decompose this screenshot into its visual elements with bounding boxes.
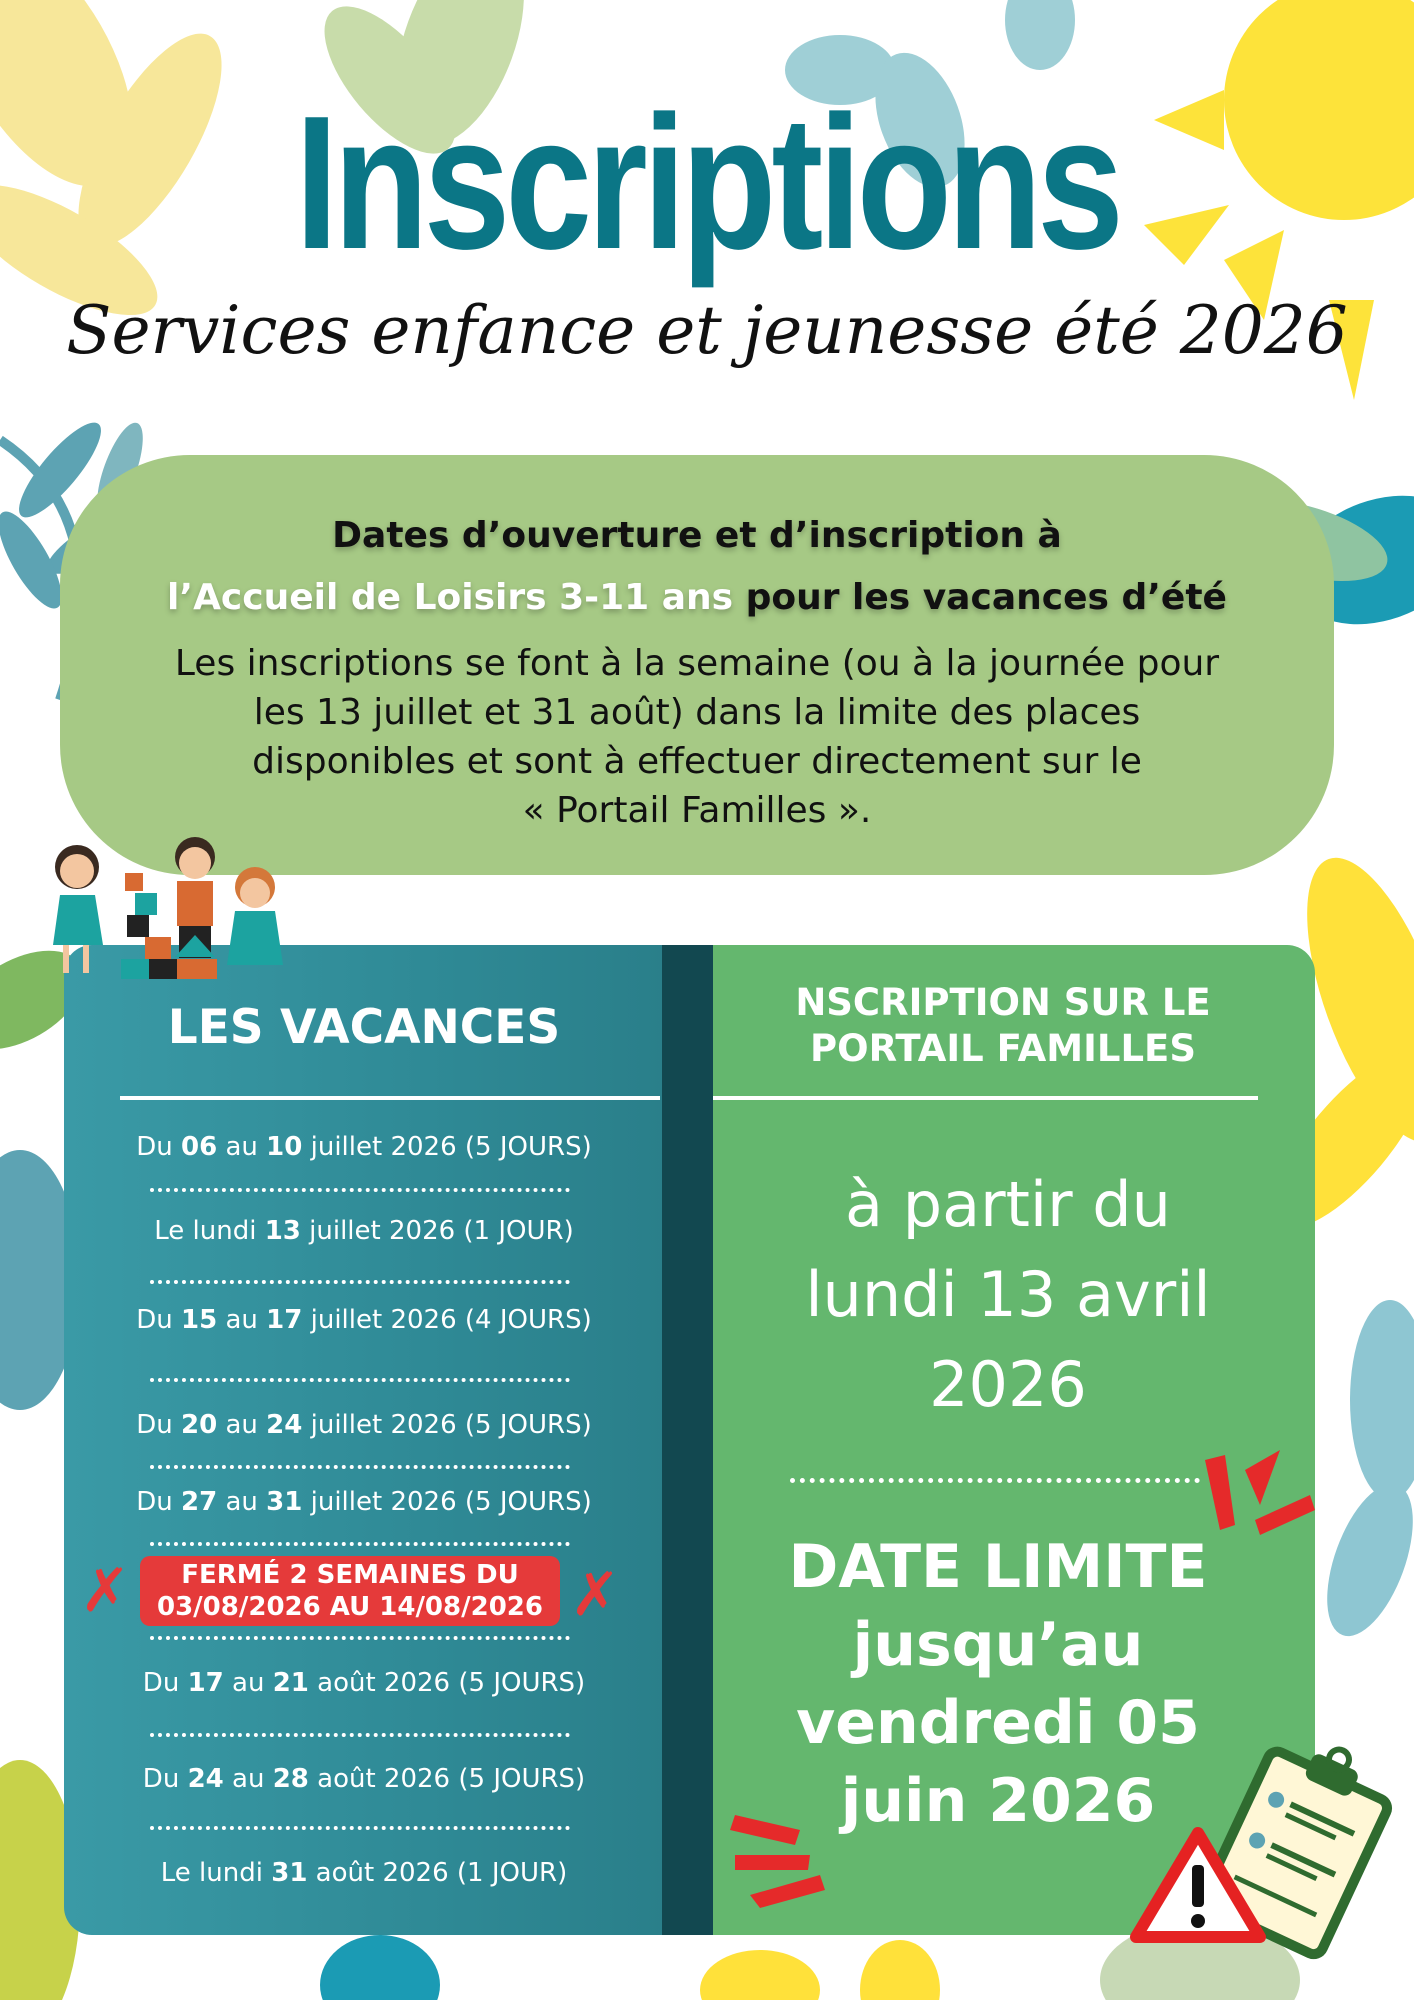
page-title: Inscriptions: [295, 77, 1119, 289]
deadline-line: jusqu’au: [852, 1610, 1144, 1680]
portail-heading-underline: [713, 1096, 1258, 1100]
closed-period-badge: [140, 1556, 560, 1626]
vacances-heading-underline: [120, 1096, 660, 1100]
registration-start-line: lundi 13 avril: [805, 1258, 1211, 1331]
vacances-row: Du 24 au 28 août 2026 (5 JOURS): [142, 1764, 586, 1794]
row-separator: [150, 1188, 570, 1192]
cross-mark-icon: ✗: [570, 1560, 621, 1630]
row-separator: [150, 1733, 570, 1737]
vacances-row: Le lundi 13 juillet 2026 (1 JOUR): [154, 1216, 574, 1246]
intro-body-line: Les inscriptions se font à la semaine (ou à la journée pour: [174, 643, 1220, 684]
vacances-row: Du 06 au 10 juillet 2026 (5 JOURS): [136, 1132, 592, 1162]
closed-badge-line: FERMÉ 2 SEMAINES DU: [181, 1560, 519, 1590]
row-separator: [150, 1465, 570, 1469]
registration-deadline: [713, 1528, 1283, 1840]
portail-heading-line: PORTAIL FAMILLES: [810, 1027, 1196, 1070]
intro-heading-line1: Dates d’ouverture et d’inscription à: [332, 515, 1062, 556]
row-separator: [150, 1542, 570, 1546]
intro-body-line: les 13 juillet et 31 août) dans la limite des places: [253, 692, 1141, 733]
intro-body-line: « Portail Familles ».: [522, 790, 872, 831]
intro-box: [60, 455, 1334, 875]
deadline-line: DATE LIMITE: [788, 1532, 1208, 1602]
deadline-line: juin 2026: [840, 1766, 1156, 1836]
panel-divider: [662, 945, 714, 1935]
intro-body-line: disponibles et sont à effectuer directement sur le: [252, 741, 1142, 782]
deadline-line: vendredi 05: [796, 1688, 1200, 1758]
intro-heading: [130, 505, 1264, 629]
vacances-row: Du 20 au 24 juillet 2026 (5 JOURS): [136, 1410, 592, 1440]
row-separator: [150, 1378, 570, 1382]
registration-start-line: à partir du: [845, 1168, 1171, 1241]
row-separator: [150, 1826, 570, 1830]
page-subtitle: Services enfance et jeunesse été 2026: [66, 292, 1348, 369]
vacances-row: Le lundi 31 août 2026 (1 JOUR): [160, 1858, 568, 1888]
emphasis-strokes-icon: [730, 1810, 830, 1910]
warning-icon: [1128, 1825, 1268, 1945]
emphasis-strokes-icon: [1200, 1450, 1320, 1540]
portail-heading: [713, 980, 1293, 1072]
children-illustration: [45, 835, 295, 985]
intro-heading-line2: pour les vacances d’été: [733, 577, 1227, 618]
registration-start-line: 2026: [929, 1348, 1087, 1421]
cross-mark-icon: ✗: [80, 1556, 131, 1626]
vacances-row: Du 17 au 21 août 2026 (5 JOURS): [142, 1668, 586, 1698]
vacances-heading: LES VACANCES: [167, 1000, 561, 1055]
vacances-row: Du 27 au 31 juillet 2026 (5 JOURS): [136, 1487, 592, 1517]
registration-start: [713, 1160, 1303, 1430]
vacances-row: Du 15 au 17 juillet 2026 (4 JOURS): [136, 1305, 592, 1335]
portail-separator: [790, 1478, 1200, 1483]
row-separator: [150, 1636, 570, 1640]
intro-heading-highlight: l’Accueil de Loisirs 3-11 ans: [167, 577, 734, 618]
closed-badge-line: 03/08/2026 AU 14/08/2026: [157, 1592, 543, 1622]
portail-heading-line: NSCRIPTION SUR LE: [795, 981, 1211, 1024]
intro-body: [130, 639, 1264, 835]
row-separator: [150, 1280, 570, 1284]
